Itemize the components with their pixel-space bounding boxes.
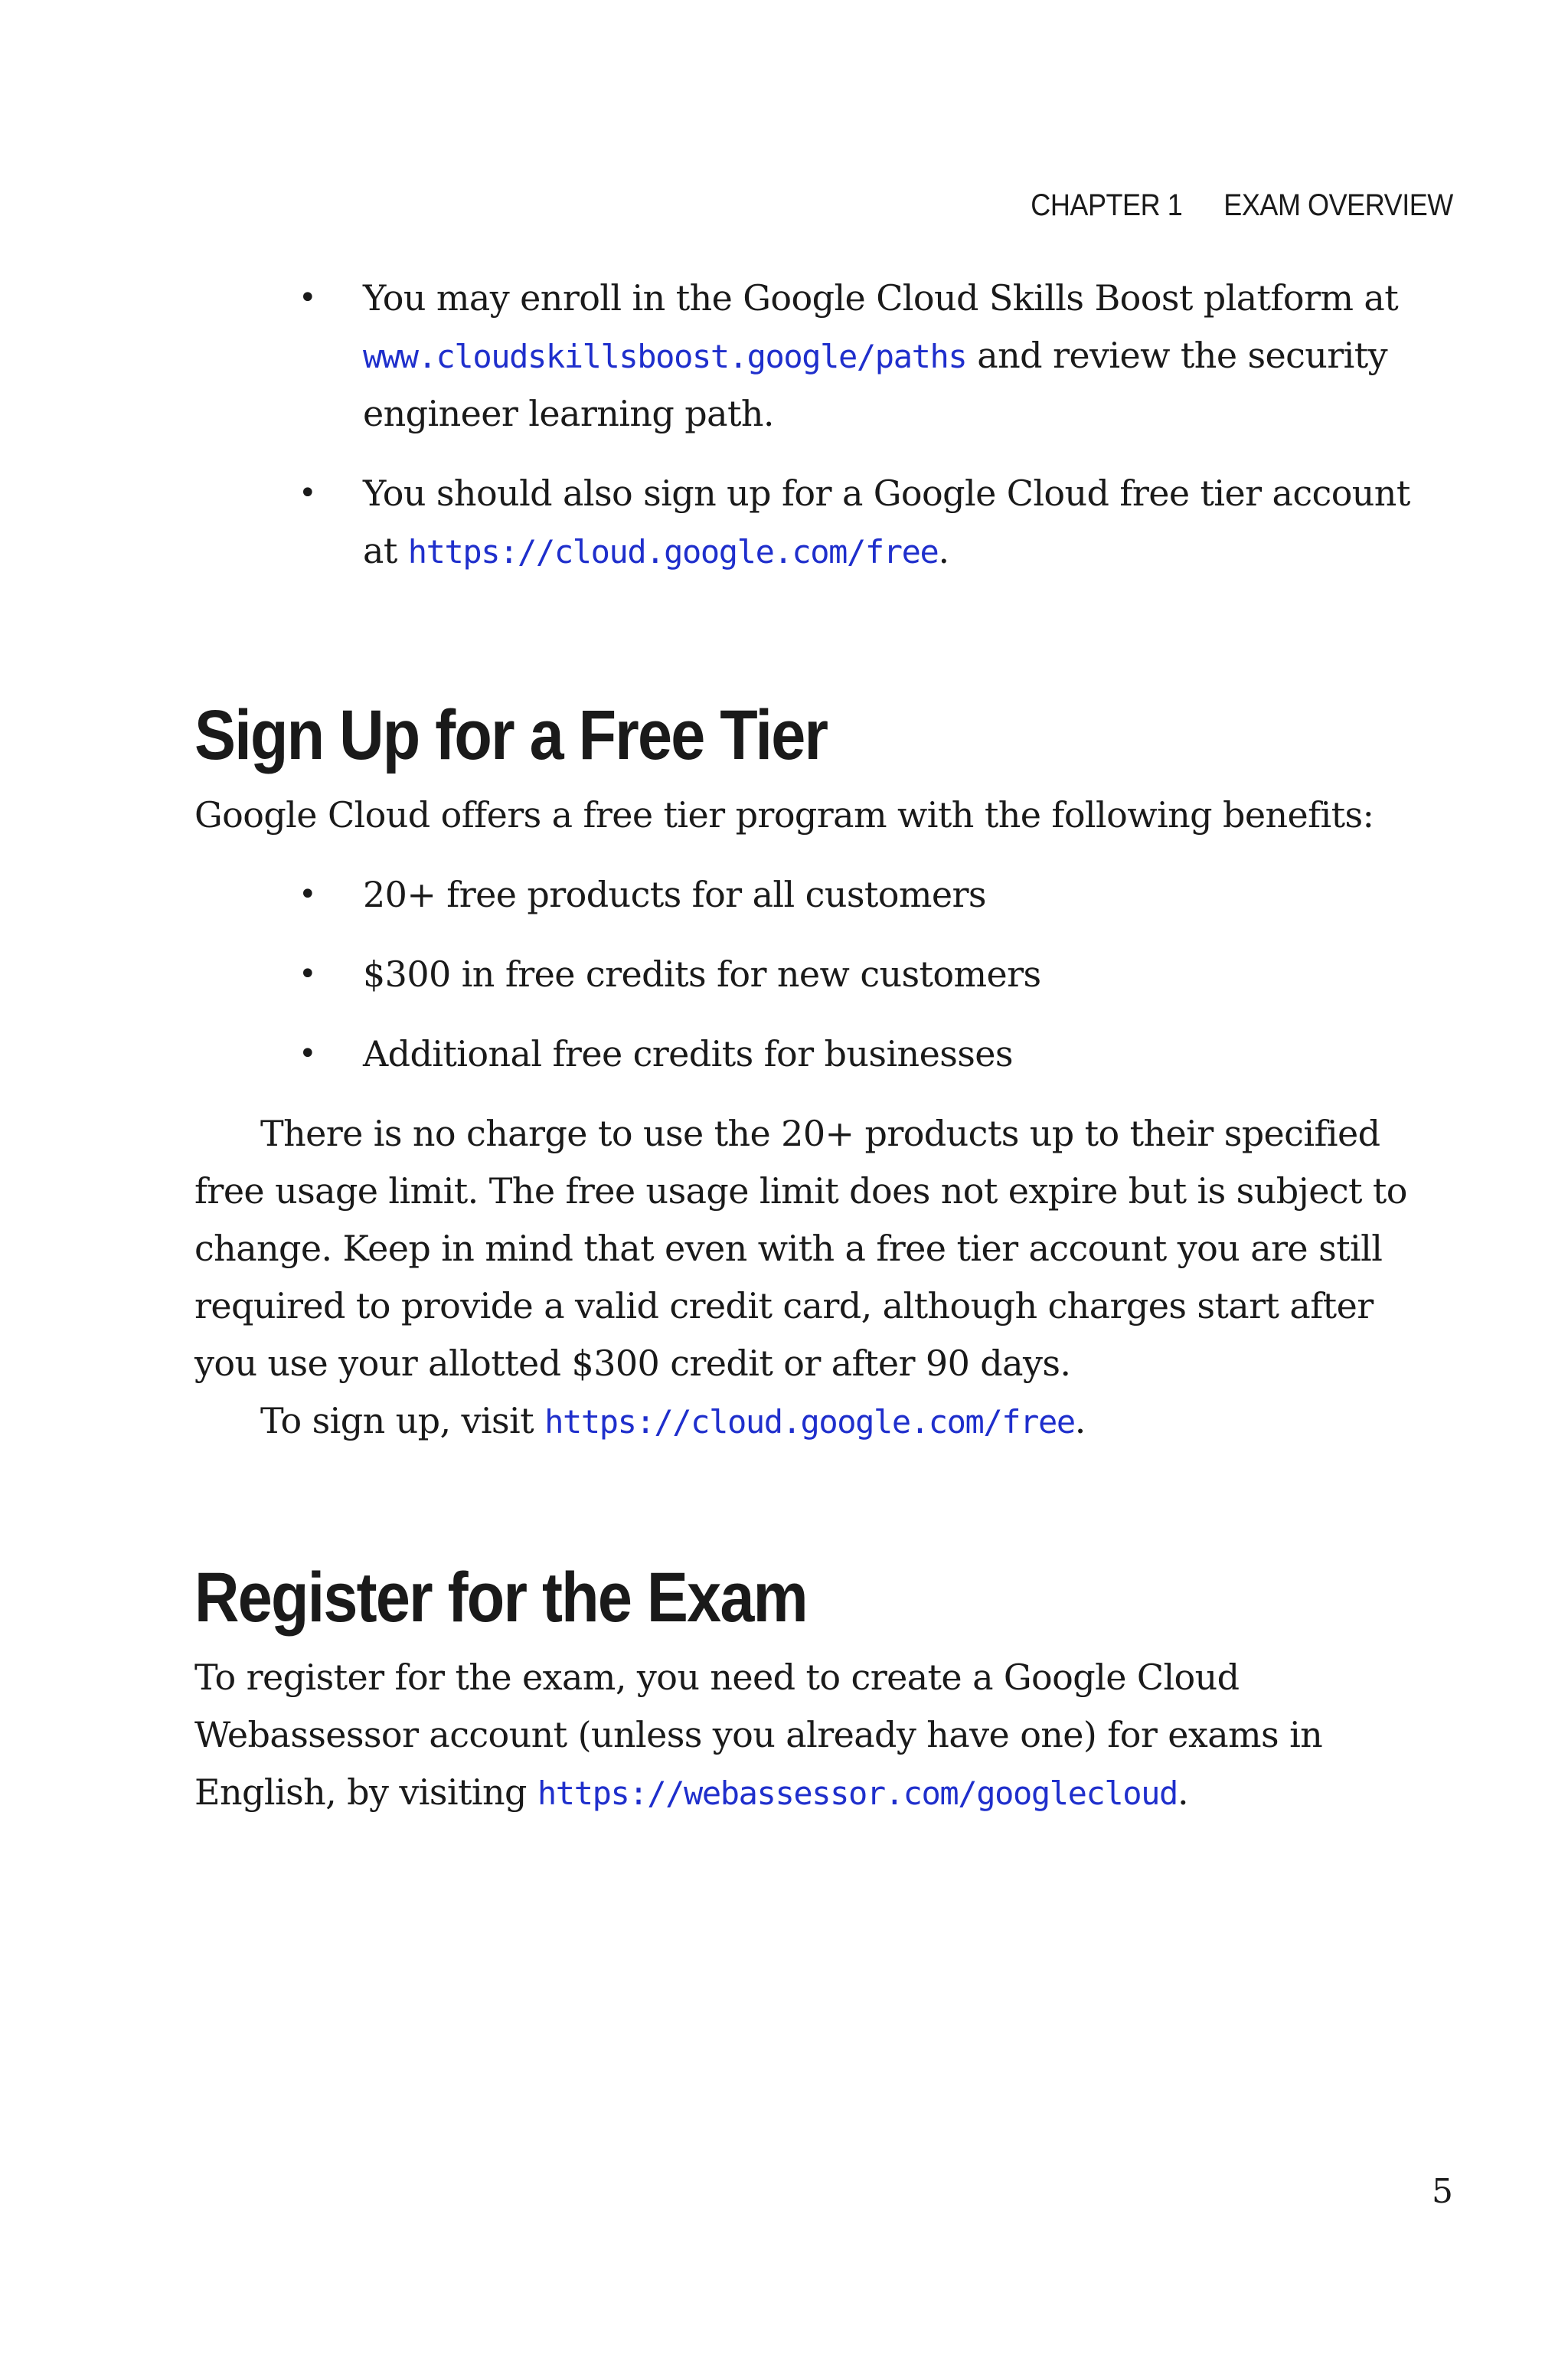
list-item: [194, 866, 1412, 924]
section-heading-register: Register for the Exam: [194, 1559, 807, 1637]
signup-paragraph: [194, 1392, 1412, 1451]
list-item-text: $300 in free credits for new customers: [363, 953, 1041, 995]
webassessor-link[interactable]: https://webassessor.com/googlecloud: [537, 1775, 1178, 1812]
chapter-label: CHAPTER 1: [1031, 188, 1183, 222]
free-tier-link[interactable]: https://cloud.google.com/free: [407, 533, 939, 571]
signup-link[interactable]: https://cloud.google.com/free: [544, 1403, 1075, 1441]
chapter-title: EXAM OVERVIEW: [1223, 188, 1453, 222]
page-number: 5: [1432, 2172, 1453, 2211]
bullet-icon: •: [299, 476, 316, 511]
free-tier-paragraph: There is no charge to use the 20+ products up to their specified free usage limit. The free usage limit does not expire but is subject to change. Keep in mind that even with a free tier account you are still required to provide a valid credit card, although charges start after you use your allotted $300 credit or after 90 days.: [194, 1113, 1407, 1384]
list-item-text: and review the security engineer learning path.: [363, 335, 1388, 434]
list-item: [194, 946, 1412, 1003]
list-item-text: You may enroll in the Google Cloud Skills Boost platform at: [363, 277, 1399, 319]
list-item: [194, 465, 1435, 581]
bullet-icon: •: [299, 957, 316, 992]
skills-boost-link[interactable]: www.cloudskillsboost.google/paths: [363, 338, 967, 375]
register-text: .: [1177, 1771, 1188, 1813]
section-heading-free-tier: Sign Up for a Free Tier: [194, 696, 828, 774]
list-item-text: 20+ free products for all customers: [363, 874, 986, 915]
register-paragraph: [194, 1649, 1412, 1822]
list-item-text: You should also sign up for a Google Cloud free tier account at: [363, 473, 1410, 571]
running-header: [1031, 188, 1453, 223]
bullet-icon: •: [299, 280, 316, 316]
register-text: To register for the exam, you need to create a Google Cloud Webassessor account (unless you already have one) for exams in English, by visiting: [194, 1657, 1323, 1813]
bullet-icon: •: [299, 1036, 316, 1071]
bullet-icon: •: [299, 877, 316, 912]
page-content: [194, 270, 1412, 1822]
list-item-text: Additional free credits for businesses: [363, 1033, 1013, 1075]
intro-bullet-list: [194, 270, 1412, 581]
signup-text: .: [1074, 1400, 1086, 1441]
list-item: [194, 1025, 1412, 1083]
signup-text: To sign up, visit: [260, 1400, 545, 1441]
list-item: [194, 270, 1481, 443]
free-tier-lead: Google Cloud offers a free tier program with the following benefits:: [194, 794, 1374, 836]
list-item-text: .: [938, 530, 949, 571]
benefits-list: [194, 866, 1412, 1083]
